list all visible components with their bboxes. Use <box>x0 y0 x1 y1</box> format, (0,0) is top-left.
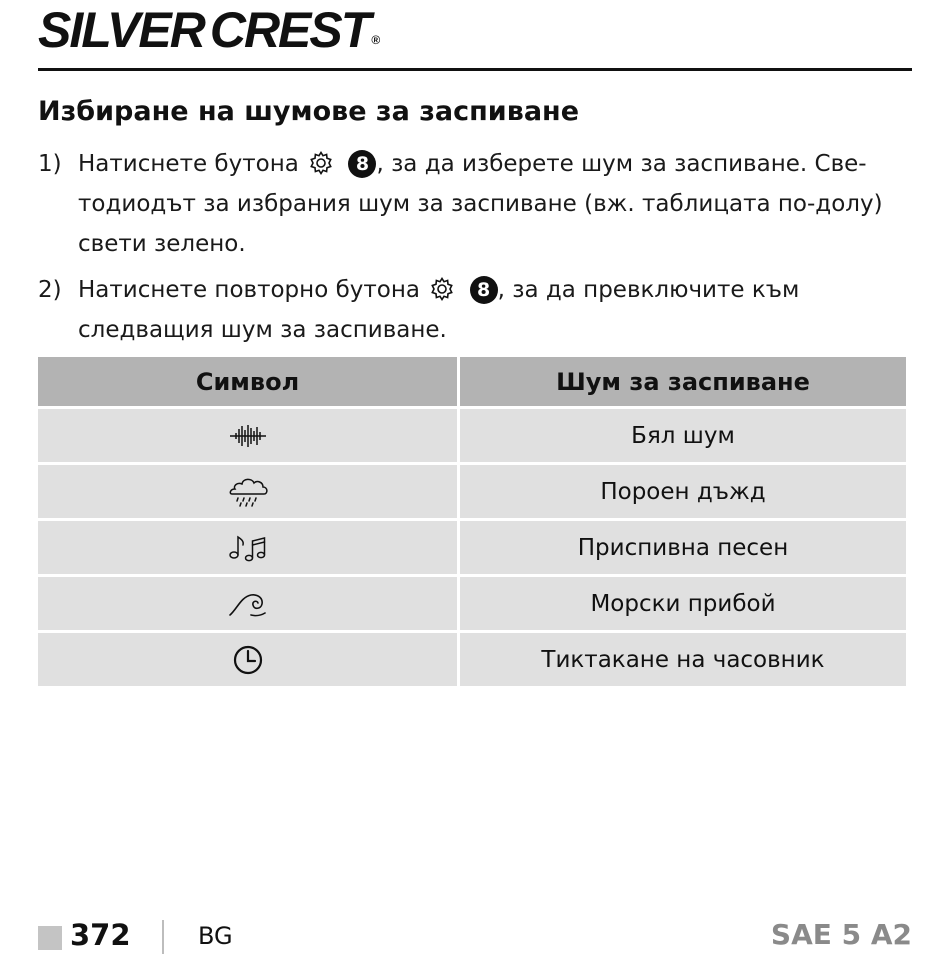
symbol-cell <box>38 465 457 518</box>
clock-icon <box>231 643 265 677</box>
model-number: SAE 5 A2 <box>770 918 912 951</box>
gear-icon <box>429 276 455 302</box>
step-1 <box>38 144 898 264</box>
page-number: 372 <box>70 918 131 952</box>
header-rule <box>38 68 912 71</box>
language-code: BG <box>198 922 233 950</box>
rain-cloud-icon <box>226 477 270 507</box>
white-noise-icon <box>228 423 268 449</box>
noise-name: Морски прибой <box>460 577 906 630</box>
table-row <box>38 521 906 574</box>
step-text: следващия шум за заспиване. <box>78 317 447 343</box>
table-header-row <box>38 357 906 406</box>
table-row <box>38 577 906 630</box>
button-number-badge: 8 <box>470 276 498 304</box>
step-2 <box>38 270 898 350</box>
noise-name: Приспивна песен <box>460 521 906 574</box>
noise-name: Бял шум <box>460 409 906 462</box>
table-row <box>38 409 906 462</box>
symbol-cell <box>38 577 457 630</box>
step-text: Натиснете бутона <box>78 151 299 177</box>
step-text: , за да изберете шум за заспиване. Све- <box>376 151 867 177</box>
symbol-cell <box>38 409 457 462</box>
brand-logo: SILVER CREST ® <box>38 2 381 58</box>
noise-name: Пороен дъжд <box>460 465 906 518</box>
noise-name: Тиктакане на часовник <box>460 633 906 686</box>
step-text: , за да превключите към <box>497 277 800 303</box>
table-row <box>38 465 906 518</box>
button-number-badge: 8 <box>348 150 376 178</box>
column-header-symbol: Символ <box>38 357 457 406</box>
footer-marker <box>38 926 62 950</box>
table-row <box>38 633 906 686</box>
symbol-cell <box>38 521 457 574</box>
wave-icon <box>227 589 269 619</box>
step-number: 2) <box>38 277 62 303</box>
section-heading: Избиране на шумове за заспиване <box>38 96 580 127</box>
step-text: свети зелено. <box>78 231 246 257</box>
music-notes-icon <box>227 533 269 563</box>
column-header-noise: Шум за заспиване <box>460 357 906 406</box>
registered-mark: ® <box>371 33 381 47</box>
step-text: Натиснете повторно бутона <box>78 277 420 303</box>
footer-divider <box>162 920 164 954</box>
symbol-cell <box>38 633 457 686</box>
step-text: тодиодът за избрания шум за заспиване (вж. таблицата по-долу) <box>78 191 883 217</box>
sleep-noise-table <box>35 354 909 689</box>
step-number: 1) <box>38 151 62 177</box>
gear-icon <box>308 150 334 176</box>
